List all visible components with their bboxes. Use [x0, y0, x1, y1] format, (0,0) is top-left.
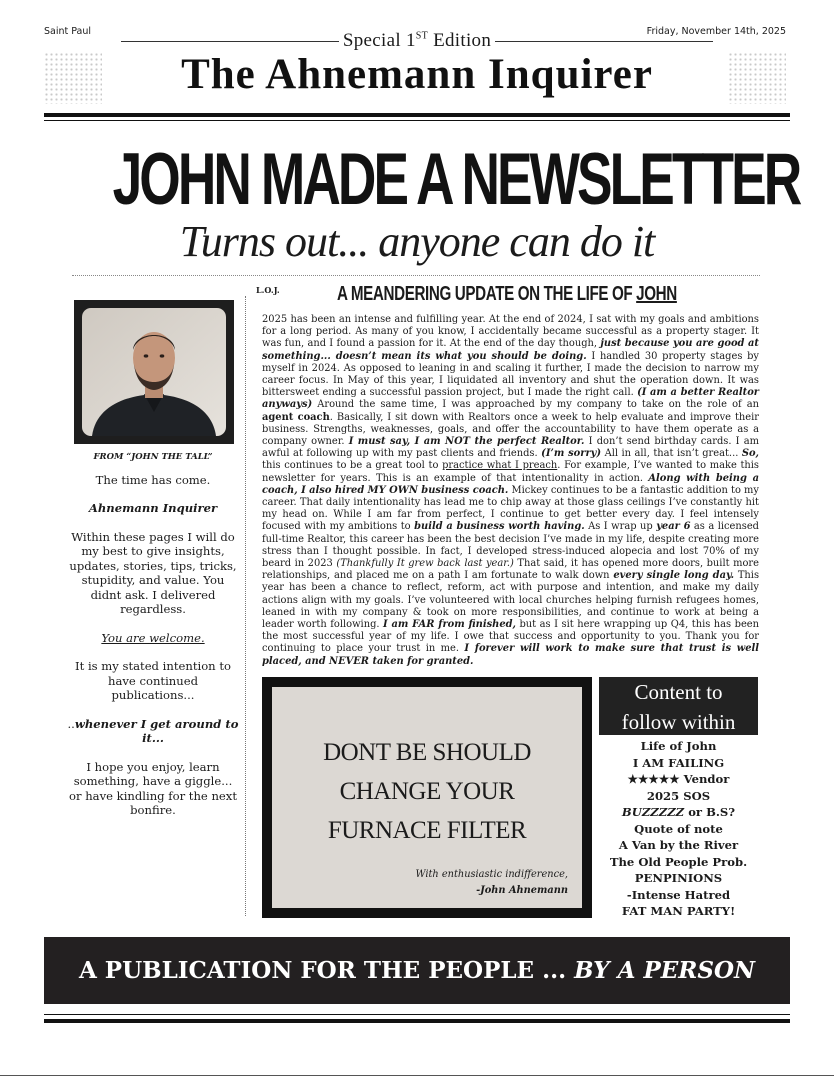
- article-text-run: every single long day.: [613, 570, 735, 582]
- intro-line-3: Within these pages I will do my best to give insights, updates, stories, tips, tricks, stupidity, and value. You didnt ask. I delivered regardless.: [69, 529, 237, 616]
- contents-item-label: Life of John: [640, 739, 717, 753]
- edition-rule-right: [495, 41, 713, 42]
- footer-banner: [44, 937, 790, 1004]
- article-text-run: (I am a better Realtor anyways): [262, 387, 759, 411]
- article-text-run: Along with being a coach, I also hired MY OWN business coach.: [262, 472, 759, 496]
- contents-item-label: A Van by the River: [618, 838, 739, 852]
- article-text-run: but as I sit here wrapping up Q4, this has been the most successful year of my life. I owe that success and opportunity to you. Thank you for continuing to place your trust in me.: [262, 619, 759, 655]
- contents-heading: [599, 677, 758, 735]
- quote-line: CHANGE YOUR: [339, 778, 515, 805]
- photo-caption: FROM “JOHN THE TALL”: [93, 452, 213, 462]
- masthead-rule-thick: [44, 113, 790, 117]
- contents-item-label: FAT MAN PARTY!: [621, 904, 736, 918]
- article-text-run: just because you are good at something... doesn’t mean its what you should be doing.: [262, 338, 759, 362]
- edition-label: [339, 30, 495, 52]
- article-text-run: as a licensed full-time Realtor, this career has been the best decision I’ve made in my life, despite creating more stress than I thought possible. In fact, I developed stress-induced alopecia and lost 70% of my beard in 2023: [262, 521, 759, 570]
- contents-item: [599, 821, 758, 838]
- intro-line-6-bold: whenever I get around to it...: [74, 716, 239, 745]
- edition-prefix: Special 1: [342, 30, 416, 51]
- article-text-run: That said, it has opened more doors, built more relationships, and placed me on a path I am fortunate to walk down: [262, 558, 759, 582]
- contents-list: [599, 738, 758, 920]
- contents-item: [599, 755, 758, 772]
- article-text-run: All in all, that isn’t great...: [601, 448, 742, 460]
- article-text-run: I handled 30 property stages by myself in 2024. As opposed to leaning in and scaling it further, I made the decision to narrow my career focus. In May of this year, I liquidated all inventory and shut the operation down. It was bittersweet ending a successful passion project, but I made the right call.: [262, 350, 760, 399]
- headline-divider: [72, 275, 760, 276]
- intro-column: [66, 450, 240, 832]
- article-text-run: Around the same time, I was approached by my company to take on the role of an: [312, 399, 759, 411]
- author-photo-image: [82, 308, 226, 436]
- intro-line-6: [66, 717, 240, 746]
- quote-panel: [272, 687, 582, 908]
- main-headline: JOHN MADE A NEWSLETTER: [112, 139, 800, 220]
- contents-item: [599, 854, 758, 871]
- article-text-run: I must say, I am NOT the perfect Realtor.: [348, 436, 585, 448]
- article-title: [337, 283, 677, 306]
- contents-item-label: The Old People Prob.: [609, 854, 748, 869]
- article-text-run: this continues to be a great tool to: [262, 460, 443, 472]
- masthead: The Ahnemann Inquirer: [181, 51, 653, 98]
- contents-item: [599, 837, 758, 854]
- portrait-illustration: [82, 308, 226, 436]
- footer-rule-thick: [44, 1019, 790, 1023]
- footer-text: A PUBLICATION FOR THE PEOPLE ...: [78, 957, 575, 984]
- contents-item: [599, 804, 758, 821]
- contents-item-label: ★★★★★ Vendor: [627, 772, 730, 786]
- edition-superscript: ST: [415, 30, 429, 42]
- article-title-name: JOHN: [636, 283, 677, 305]
- article-title-prefix: A MEANDERING UPDATE ON THE LIFE OF: [337, 283, 637, 305]
- author-photo: [74, 300, 234, 444]
- quote-line: FURNACE FILTER: [327, 817, 527, 844]
- quote-signature: [415, 867, 568, 899]
- signature-line-2: -John Ahnemann: [476, 885, 568, 896]
- edition-rule-left: [121, 41, 339, 42]
- article-body: [262, 314, 759, 668]
- footer-text-italic: BY A PERSON: [574, 957, 756, 984]
- intro-line-5: It is my stated intention to have continued publications...: [75, 659, 231, 702]
- article-text-run: build a business worth having.: [414, 521, 585, 533]
- quote-box: [262, 677, 592, 918]
- column-divider: [245, 296, 246, 916]
- article-text-run: practice what I preach: [442, 460, 558, 472]
- contents-item: [599, 738, 758, 755]
- contents-item-suffix: or B.S?: [684, 805, 736, 819]
- location-label: Saint Paul: [44, 26, 92, 37]
- footer-rule-thin: [44, 1014, 790, 1015]
- article-text-run: Mickey continues to be a fantastic addition to my career. That daily intentionality has lead me to chip away at those glass ceilings I’ve constantly hit my head on. While I am far from perfect, I continue to get better every day. I feel intensely focused with my ambitions to: [262, 484, 759, 533]
- contents-item-label: -Intense Hatred: [626, 887, 731, 902]
- contents-heading-line-2: follow within: [621, 710, 736, 734]
- intro-line-7: I hope you enjoy, learn something, have a giggle... or have kindling for the next bonfire.: [69, 759, 237, 817]
- contents-item: [599, 903, 758, 920]
- article-text-run: year 6: [656, 521, 691, 533]
- article-text-run: I am FAR from finished,: [383, 619, 516, 631]
- contents-item-label: BUZZZZZ: [621, 805, 685, 819]
- subheadline: Turns out... anyone can do it: [179, 217, 655, 266]
- edition-suffix: Edition: [428, 30, 492, 51]
- article-text-run: . Basically, I sit down with Realtors once a week to help evaluate and improve their business. Strengths, weaknesses, goals, and offer the accountability to have them operate as a company owner.: [262, 411, 759, 448]
- article-text-run: As I wrap up: [584, 521, 657, 533]
- edition-banner: [0, 30, 834, 52]
- contents-item-label: I AM FAILING: [632, 755, 725, 770]
- contents-item: [599, 870, 758, 887]
- contents-item: [599, 788, 758, 805]
- contents-item-label: 2025 SOS: [646, 788, 711, 803]
- contents-item: [599, 887, 758, 904]
- article-kicker: L.O.J.: [256, 285, 280, 295]
- quote-text: [272, 733, 582, 850]
- article-text-run: So,: [741, 448, 759, 460]
- intro-line-6-prefix: ..: [67, 716, 75, 731]
- quote-line: DONT BE SHOULD: [323, 739, 531, 766]
- masthead-rule-thin: [44, 120, 790, 121]
- signature-line-1: With enthusiastic indifference,: [415, 869, 568, 880]
- contents-item: [599, 771, 758, 788]
- article-text-run: I forever will work to make sure that trust is well placed, and NEVER taken for granted.: [262, 643, 759, 667]
- page-edge-rule: [0, 1075, 834, 1076]
- article-text-run: (Thankfully It grew back last year.): [336, 558, 514, 570]
- article-text-run: I don’t send birthday cards. I am awful at following up with my past clients and friends.: [262, 436, 759, 460]
- article-text-run: . For example, I’ve wanted to make this newsletter for years. This is an example of that intentionality in action.: [262, 460, 759, 484]
- contents-heading-line-1: Content to: [634, 680, 723, 704]
- intro-line-1: The time has come.: [95, 472, 211, 487]
- article-text-run: 2025 has been an intense and fulfilling year. At the end of 2024, I sat with my goals and ambitions for a long period. As many of you know, I accidentally became successful as a property stager. It was fun, and I found a passion for it. At the end of the day though,: [262, 314, 759, 350]
- article-text-run: (I’m sorry): [541, 448, 602, 460]
- article-text-run: This year has been a chance to reflect, reform, act with purpose and intention, and make my daily actions align with my goals. I’ve volunteered with local churches helping furnish refugees homes, leaned in with my company & took on more responsibilities, and continue to work at being a leader worth following.: [262, 570, 760, 631]
- intro-publication-name: Ahnemann Inquirer: [88, 501, 218, 515]
- article-text-run: agent coach: [262, 411, 330, 423]
- intro-line-4: You are welcome.: [101, 630, 205, 645]
- issue-date: Friday, November 14th, 2025: [646, 26, 786, 37]
- contents-item-label: PENPINIONS: [634, 871, 723, 885]
- contents-item-label: Quote of note: [634, 821, 723, 836]
